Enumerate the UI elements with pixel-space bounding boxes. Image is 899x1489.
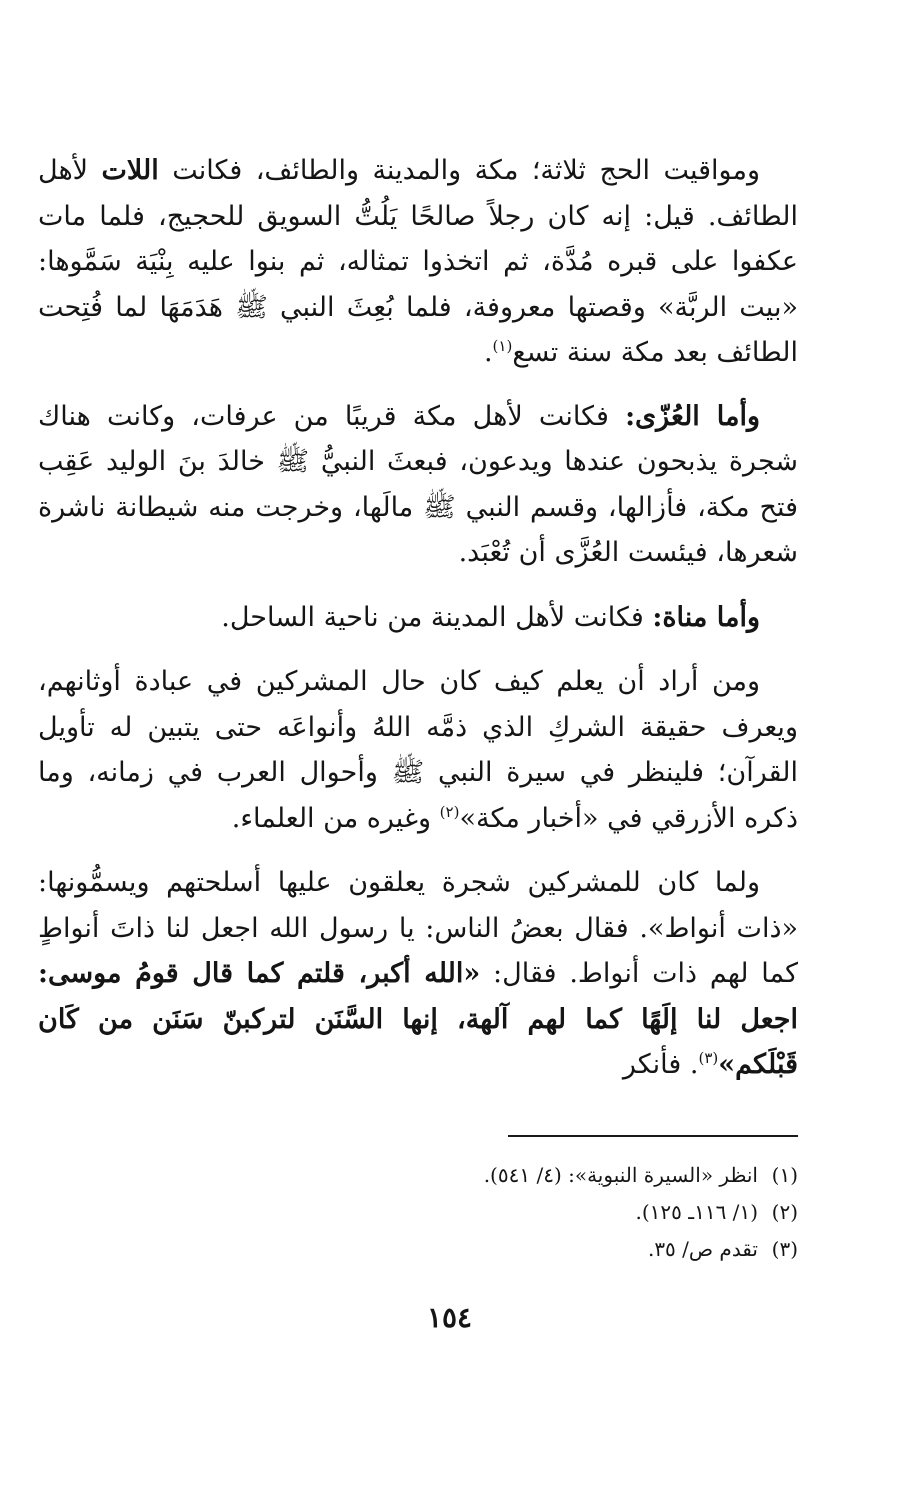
text-run: وغيره من العلماء.	[231, 802, 440, 834]
bold-text: وأما العُزّى:	[625, 400, 760, 432]
text-run: لأهل الطائف. قيل: إنه كان رجلاً صالحًا يَلُتُّ السويق للحجيج، فلما مات عكفوا على قبره مُدَّة، ثم اتخذوا تمثاله، ثم بنوا عليه بِنْيَة سَمَّوها: «بيت الربَّة» وقصتها معروفة، فلما بُعِثَ النبي ﷺ هَدَمَهَا لما فُتِحت الطائف بعد مكة سنة تسع	[38, 155, 798, 368]
footnote	[300, 1231, 798, 1268]
footnote-number: (٢)	[771, 1200, 798, 1224]
footnote-number: (١)	[771, 1163, 798, 1187]
paragraph	[38, 394, 798, 576]
footnote-ref: (٣)	[698, 1049, 719, 1067]
footnote-text: (١/ ١١٦ـ ١٢٥).	[635, 1200, 758, 1224]
bold-text: وأما مناة:	[652, 601, 760, 633]
text-run: فكانت لأهل المدينة من ناحية الساحل.	[221, 601, 653, 633]
paragraph	[38, 148, 798, 376]
footnote	[300, 1157, 798, 1194]
text-run: ومواقيت الحج ثلاثة؛ مكة والمدينة والطائف، فكانت	[158, 155, 760, 186]
text-run: .	[483, 337, 493, 368]
text-run: ومن أراد أن يعلم كيف كان حال المشركين في عبادة أوثانهم، ويعرف حقيقة الشركِ الذي ذمَّه اللهُ وأنواعَه حتى يتبين له تأويل القرآن؛ فلينظر في سيرة النبي ﷺ وأحوال العرب في زمانه، وما ذكره الأزرقي في «أخبار مكة»	[38, 666, 798, 834]
footnote-text: تقدم ص/ ٣٥.	[647, 1237, 758, 1261]
text-run: ولما كان للمشركين شجرة يعلقون عليها أسلحتهم ويسمُّونها: «ذات أنواط». فقال بعضُ الناس: يا رسول الله اجعل لنا ذاتَ أنواطٍ كما لهم ذات أنواط. فقال:	[38, 867, 798, 989]
bold-text: «الله أكبر، قلتم كما قال قومُ موسى: اجعل لنا إلَهًا كما لهم آلهة، إنها السَّنَن لتركبنّ سَنَن من كَان قَبْلَكم»	[38, 958, 798, 1080]
footnote-number: (٣)	[771, 1237, 798, 1261]
page-number: ١٥٤	[426, 1301, 473, 1334]
main-text	[38, 148, 798, 1107]
footnote-ref: (١)	[492, 337, 513, 355]
footnote	[300, 1194, 798, 1231]
paragraph	[38, 659, 798, 841]
bold-text: اللات	[101, 155, 159, 186]
footnote-text: انظر «السيرة النبوية»: (٤/ ٥٤١).	[483, 1163, 758, 1187]
paragraph	[38, 595, 798, 641]
footnote-divider	[508, 1135, 798, 1137]
footnotes	[300, 1157, 798, 1268]
footnote-ref: (٢)	[439, 802, 460, 821]
text-run: فكانت لأهل مكة قريبًا من عرفات، وكانت هناك شجرة يذبحون عندها ويدعون، فبعثَ النبيُّ ﷺ خالدَ بنَ الوليد عَقِب فتح مكة، فأزالها، وقسم النبي ﷺ مالَها، وخرجت منه شيطانة ناشرة شعرها، فيئست العُزَّى أن تُعْبَد.	[38, 400, 798, 568]
text-run: . فأنكر	[622, 1049, 699, 1080]
paragraph	[38, 860, 798, 1088]
